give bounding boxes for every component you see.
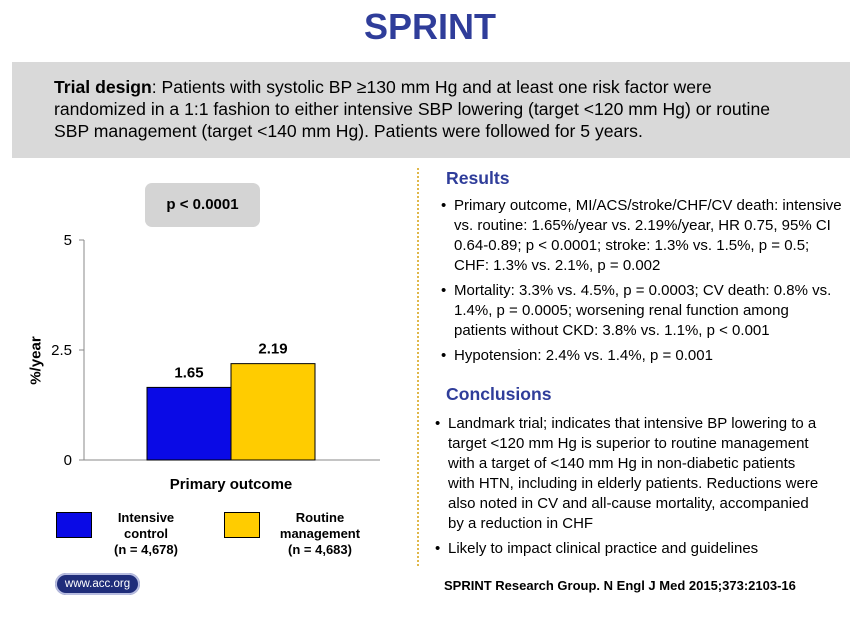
results-heading: Results [446, 168, 510, 188]
list-item: • Landmark trial; indicates that intensive BP lowering to a target <120 mm Hg is superior to routine management with a target of <140 mm Hg in non-diabetic patients with HTN, including in elderly patients. Reductions were also noted in CV and all-cause mortality, accompanied by a reduction in CHF [435, 415, 819, 532]
citation: SPRINT Research Group. N Engl J Med 2015;373:2103-16 [444, 578, 796, 593]
data-label: 1.65 [174, 364, 204, 382]
list-item: • Hypotension: 2.4% vs. 1.4%, p = 0.001 [441, 347, 713, 364]
acc-logo[interactable]: www.acc.org [55, 573, 140, 595]
y-tick-label: 0 [63, 452, 72, 469]
trial-design-text [54, 76, 774, 142]
p-value-badge: p < 0.0001 [145, 183, 260, 227]
bar-chart [0, 220, 400, 510]
legend-label-intensive: Intensive control (n = 4,678) [114, 510, 178, 557]
bar-intensive [147, 387, 231, 460]
legend-label-routine: Routine management (n = 4,683) [279, 510, 361, 557]
trial-design-label: Trial design [54, 77, 152, 97]
conclusions-heading: Conclusions [446, 384, 552, 404]
conclusions-list [434, 414, 826, 564]
bar-routine [231, 364, 315, 460]
column-divider [417, 168, 419, 566]
trial-design-body: : Patients with systolic BP ≥130 mm Hg and at least one risk factor were randomized in a 1:1 fashion to either intensive SBP lowering (target <120 mm Hg) or routine SBP management (target <140 mm Hg). Patients were followed for 5 years. [54, 77, 771, 141]
legend-swatch-intensive [56, 512, 92, 538]
legend-swatch-routine [224, 512, 260, 538]
x-category-label: Primary outcome [169, 476, 293, 493]
y-tick-label: 2.5 [51, 342, 72, 359]
data-label: 2.19 [258, 340, 288, 358]
list-item: • Mortality: 3.3% vs. 4.5%, p = 0.0003; CV death: 0.8% vs. 1.4%, p = 0.0005; worsening renal function among patients without CKD: 3.8% vs. 1.1%, p < 0.001 [441, 282, 832, 339]
list-item: • Likely to impact clinical practice and guidelines [435, 540, 759, 557]
list-item: • Primary outcome, MI/ACS/stroke/CHF/CV death: intensive vs. routine: 1.65%/year vs. 2.19%/year, HR 0.75, 95% CI 0.64-0.89; p < 0.0001; stroke: 1.3% vs. 1.5%, p = 0.5; CHF: 1.3% vs. 2.1%, p = 0.002 [441, 197, 842, 274]
results-list [440, 196, 845, 371]
slide-title: SPRINT [363, 6, 496, 47]
y-tick-label: 5 [63, 232, 72, 249]
y-axis-label: %/year [27, 336, 45, 385]
